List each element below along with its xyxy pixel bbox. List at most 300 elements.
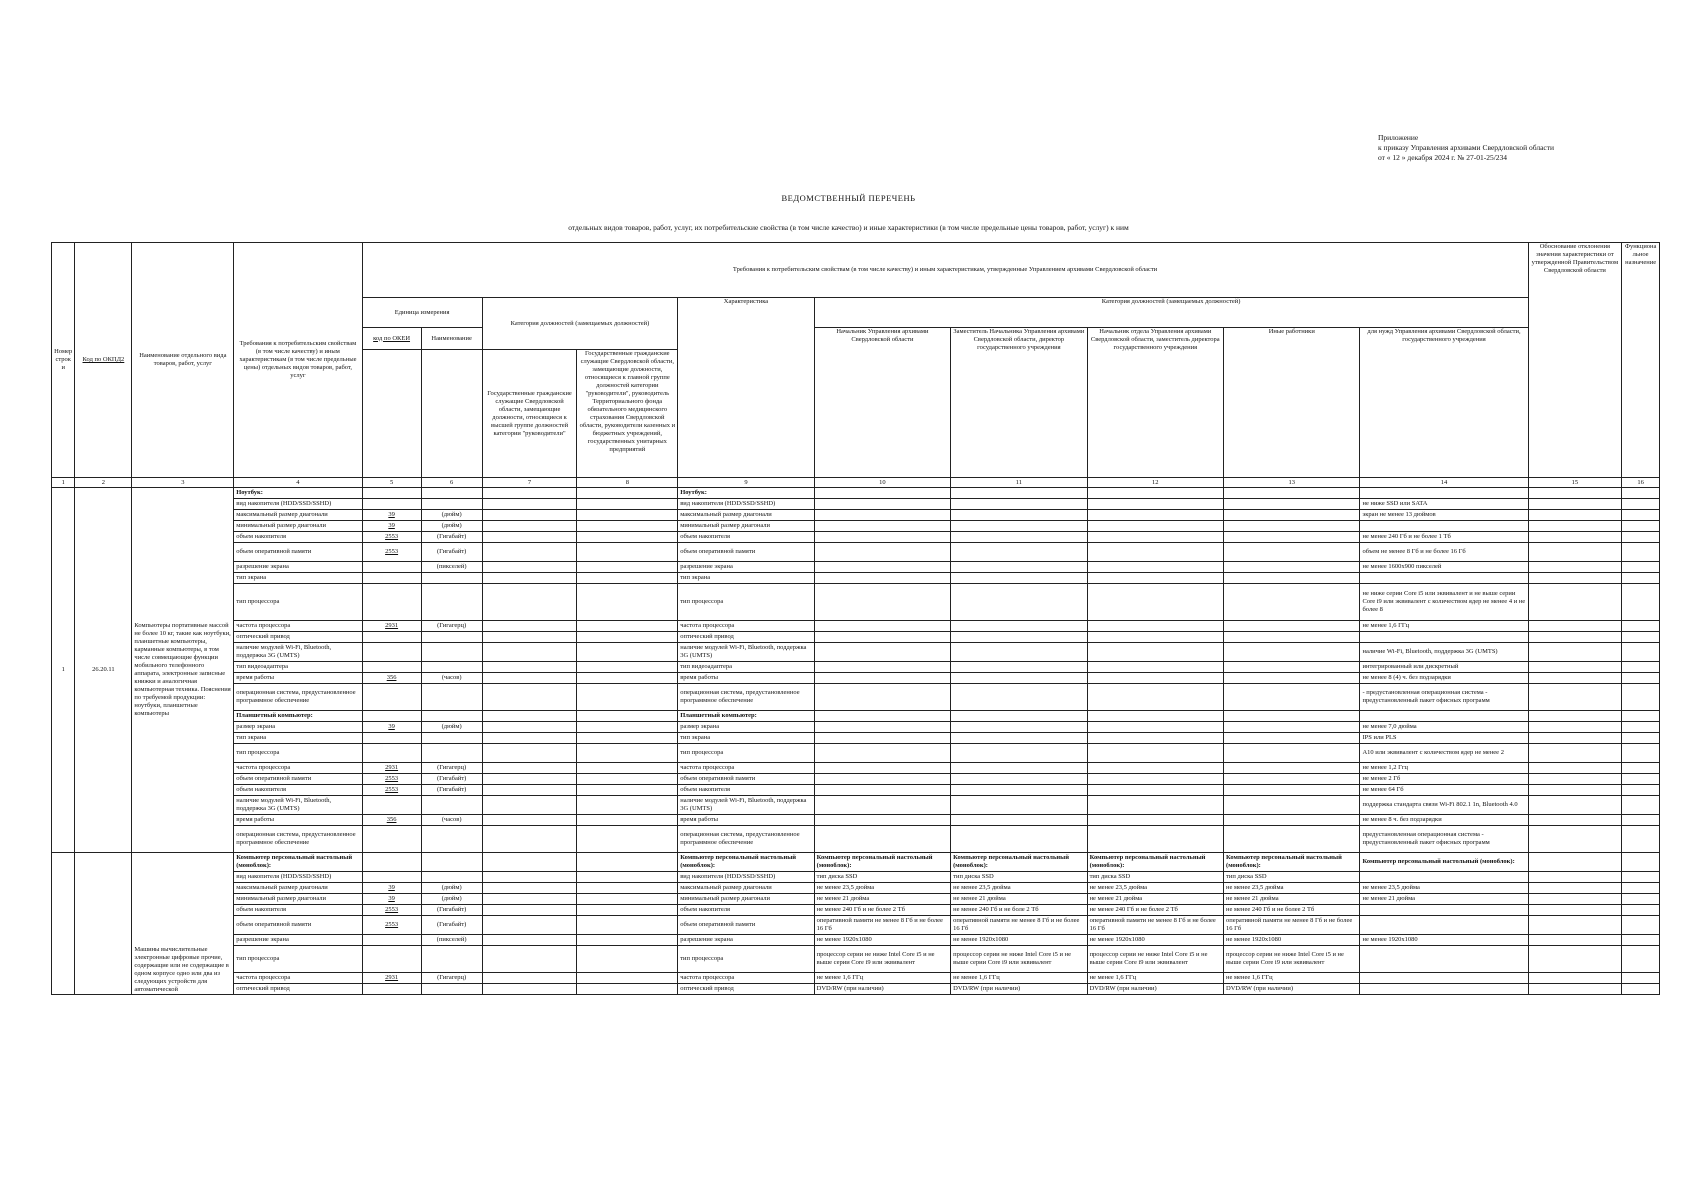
header-needs: для нужд Управления архивами Свердловской области, государственного учреждения <box>1360 328 1528 478</box>
head-cell: не менее 240 Гб и не более 2 Тб <box>814 905 950 916</box>
dept-head-cell <box>1087 532 1223 543</box>
column-number: 7 <box>482 478 577 488</box>
unit-name-cell <box>421 872 482 883</box>
others-cell <box>1224 499 1360 510</box>
head-cell <box>814 711 950 722</box>
header-categories: Категория должностей (замещаемых должностей) <box>482 298 678 350</box>
function-cell <box>1622 946 1660 973</box>
function-cell <box>1622 632 1660 643</box>
okei-code-cell <box>362 632 421 643</box>
head-cell: Компьютер персональный настольный (моноблок): <box>814 853 950 872</box>
okei-code-cell <box>362 872 421 883</box>
needs-cell: не менее 8 (4) ч. без подзарядки <box>1360 673 1528 684</box>
function-cell <box>1622 521 1660 532</box>
deputy-cell: Компьютер персональный настольный (моноблок): <box>951 853 1087 872</box>
characteristic-cell: объем оперативной памяти <box>678 774 814 785</box>
dept-head-cell: оперативной памяти не менее 8 Гб и не более 16 Гб <box>1087 916 1223 935</box>
column-numbers-row <box>52 478 1660 488</box>
deputy-cell <box>951 774 1087 785</box>
header-others: Иные работники <box>1224 328 1360 478</box>
header-okpd2: Код по ОКПД2 <box>75 243 132 478</box>
okei-code-cell: 2553 <box>362 543 421 562</box>
unit-name-cell: (Гигабайт) <box>421 905 482 916</box>
head-cell <box>814 722 950 733</box>
deputy-cell <box>951 632 1087 643</box>
head-cell <box>814 562 950 573</box>
needs-cell: не менее 2 Гб <box>1360 774 1528 785</box>
function-cell <box>1622 711 1660 722</box>
function-cell <box>1622 643 1660 662</box>
characteristic-cell: тип экрана <box>678 733 814 744</box>
head-cell <box>814 662 950 673</box>
requirement-cell: тип процессора <box>234 744 362 763</box>
okei-code-cell <box>362 684 421 711</box>
deputy-cell <box>951 673 1087 684</box>
dept-head-cell <box>1087 621 1223 632</box>
category-b-cell <box>577 883 678 894</box>
header-deputy: Заместитель Начальника Управления архивами Свердловской области, директор государственного учреждения <box>951 328 1087 478</box>
unit-name-cell <box>421 733 482 744</box>
column-number: 6 <box>421 478 482 488</box>
row-number: 1 <box>52 488 75 853</box>
okei-code-cell: 2931 <box>362 763 421 774</box>
table-row <box>52 774 1660 785</box>
column-number: 9 <box>678 478 814 488</box>
others-cell <box>1224 662 1360 673</box>
characteristic-cell: оптический привод <box>678 984 814 995</box>
characteristic-cell: разрешение экрана <box>678 935 814 946</box>
characteristic-cell: оптический привод <box>678 632 814 643</box>
category-b-cell <box>577 584 678 621</box>
category-b-cell <box>577 621 678 632</box>
others-cell: процессор серии не ниже Intel Core i5 и не выше серии Core i9 или эквивалент <box>1224 946 1360 973</box>
unit-name-cell: (Гигабайт) <box>421 774 482 785</box>
unit-name-cell: (Гигабайт) <box>421 532 482 543</box>
deputy-cell: не менее 21 дюйма <box>951 894 1087 905</box>
unit-name-cell: (Гигагерц) <box>421 973 482 984</box>
characteristic-cell: частота процессора <box>678 621 814 632</box>
needs-cell: не менее 1920х1080 <box>1360 935 1528 946</box>
okei-code-cell <box>362 499 421 510</box>
needs-cell <box>1360 984 1528 995</box>
category-a-cell <box>482 684 577 711</box>
others-cell <box>1224 510 1360 521</box>
okei-code-cell: 39 <box>362 510 421 521</box>
deputy-cell: процессор серии не ниже Intel Core i5 и не выше серии Core i9 или эквивалент <box>951 946 1087 973</box>
category-b-cell <box>577 499 678 510</box>
requirement-cell: частота процессора <box>234 973 362 984</box>
justification-cell <box>1528 763 1622 774</box>
requirement-cell: размер экрана <box>234 722 362 733</box>
needs-cell: Компьютер персональный настольный (моноблок): <box>1360 853 1528 872</box>
category-a-cell <box>482 632 577 643</box>
header-categories2: Категория должностей (замещаемых должностей) <box>814 298 1528 328</box>
requirement-cell: Компьютер персональный настольный (моноблок): <box>234 853 362 872</box>
requirements-table <box>51 242 1660 995</box>
others-cell <box>1224 643 1360 662</box>
category-a-cell <box>482 733 577 744</box>
okei-code-cell <box>362 562 421 573</box>
requirement-cell: время работы <box>234 815 362 826</box>
dept-head-cell: не менее 1,6 ГГц <box>1087 973 1223 984</box>
justification-cell <box>1528 662 1622 673</box>
deputy-cell <box>951 573 1087 584</box>
okei-code-cell <box>362 826 421 853</box>
table-row <box>52 562 1660 573</box>
category-a-cell <box>482 872 577 883</box>
document-title: ВЕДОМСТВЕННЫЙ ПЕРЕЧЕНЬ <box>781 193 916 203</box>
head-cell <box>814 826 950 853</box>
unit-name-cell: (Гигабайт) <box>421 543 482 562</box>
category-a-cell <box>482 796 577 815</box>
others-cell <box>1224 543 1360 562</box>
dept-head-cell <box>1087 673 1223 684</box>
dept-head-cell <box>1087 488 1223 499</box>
dept-head-cell <box>1087 785 1223 796</box>
requirement-cell: Ноутбук: <box>234 488 362 499</box>
others-cell <box>1224 744 1360 763</box>
category-b-cell <box>577 673 678 684</box>
characteristic-cell: объем накопителя <box>678 785 814 796</box>
category-a-cell <box>482 935 577 946</box>
column-number: 5 <box>362 478 421 488</box>
justification-cell <box>1528 894 1622 905</box>
justification-cell <box>1528 488 1622 499</box>
header-characteristic: Характеристика <box>678 298 814 478</box>
others-cell <box>1224 562 1360 573</box>
needs-cell <box>1360 711 1528 722</box>
justification-cell <box>1528 815 1622 826</box>
okei-code-cell <box>362 946 421 973</box>
justification-cell <box>1528 632 1622 643</box>
category-a-cell <box>482 774 577 785</box>
okei-code-cell: 39 <box>362 722 421 733</box>
category-a-cell <box>482 488 577 499</box>
requirement-cell: максимальный размер диагонали <box>234 883 362 894</box>
category-a-cell <box>482 532 577 543</box>
requirement-cell: минимальный размер диагонали <box>234 521 362 532</box>
deputy-cell <box>951 510 1087 521</box>
function-cell <box>1622 562 1660 573</box>
header-unit: Единица измерения <box>362 298 482 328</box>
category-b-cell <box>577 733 678 744</box>
deputy-cell: тип диска SSD <box>951 872 1087 883</box>
appendix-note <box>1378 133 1658 163</box>
head-cell <box>814 621 950 632</box>
function-cell <box>1622 883 1660 894</box>
category-a-cell <box>482 946 577 973</box>
header-head: Начальник Управления архивами Свердловской области <box>814 328 950 478</box>
category-b-cell <box>577 763 678 774</box>
needs-cell: не менее 1600х900 пикселей <box>1360 562 1528 573</box>
function-cell <box>1622 488 1660 499</box>
deputy-cell <box>951 785 1087 796</box>
column-number: 10 <box>814 478 950 488</box>
head-cell <box>814 744 950 763</box>
table-row <box>52 984 1660 995</box>
unit-name-cell <box>421 946 482 973</box>
others-cell: не менее 23,5 дюйма <box>1224 883 1360 894</box>
head-cell: оперативной памяти не менее 8 Гб и не более 16 Гб <box>814 916 950 935</box>
unit-name-cell <box>421 711 482 722</box>
column-number: 16 <box>1622 478 1660 488</box>
requirement-cell: объем оперативной памяти <box>234 916 362 935</box>
category-a-cell <box>482 662 577 673</box>
characteristic-cell: разрешение экрана <box>678 562 814 573</box>
needs-cell <box>1360 632 1528 643</box>
characteristic-cell: Компьютер персональный настольный (моноблок): <box>678 853 814 872</box>
requirement-cell: тип процессора <box>234 946 362 973</box>
header-row-no: Номер строки <box>52 243 75 478</box>
requirement-cell: вид накопителя (HDD/SSD/SSHD) <box>234 872 362 883</box>
unit-name-cell <box>421 853 482 872</box>
category-b-cell <box>577 532 678 543</box>
justification-cell <box>1528 499 1622 510</box>
column-number: 1 <box>52 478 75 488</box>
category-a-cell <box>482 916 577 935</box>
table-row <box>52 883 1660 894</box>
justification-cell <box>1528 733 1622 744</box>
category-a-cell <box>482 521 577 532</box>
function-cell <box>1622 796 1660 815</box>
category-b-cell <box>577 916 678 935</box>
characteristic-cell: вид накопителя (HDD/SSD/SSHD) <box>678 872 814 883</box>
function-cell <box>1622 510 1660 521</box>
category-a-cell <box>482 785 577 796</box>
justification-cell <box>1528 532 1622 543</box>
column-number: 8 <box>577 478 678 488</box>
dept-head-cell <box>1087 684 1223 711</box>
category-a-cell <box>482 499 577 510</box>
function-cell <box>1622 684 1660 711</box>
function-cell <box>1622 905 1660 916</box>
table-row <box>52 826 1660 853</box>
deputy-cell <box>951 662 1087 673</box>
justification-cell <box>1528 984 1622 995</box>
head-cell <box>814 521 950 532</box>
others-cell <box>1224 684 1360 711</box>
table-row <box>52 935 1660 946</box>
head-cell <box>814 796 950 815</box>
requirement-cell: оптический привод <box>234 632 362 643</box>
category-a-cell <box>482 584 577 621</box>
deputy-cell <box>951 733 1087 744</box>
category-a-cell <box>482 826 577 853</box>
category-b-cell <box>577 872 678 883</box>
requirement-cell: объем накопителя <box>234 905 362 916</box>
function-cell <box>1622 785 1660 796</box>
justification-cell <box>1528 826 1622 853</box>
head-cell <box>814 543 950 562</box>
dept-head-cell: не менее 23,5 дюйма <box>1087 883 1223 894</box>
dept-head-cell: процессор серии не ниже Intel Core i5 и не выше серии Core i9 или эквивалент <box>1087 946 1223 973</box>
justification-cell <box>1528 643 1622 662</box>
justification-cell <box>1528 722 1622 733</box>
function-cell <box>1622 543 1660 562</box>
justification-cell <box>1528 510 1622 521</box>
category-b-cell <box>577 521 678 532</box>
head-cell <box>814 774 950 785</box>
okei-code-cell: 356 <box>362 815 421 826</box>
category-a-cell <box>482 853 577 872</box>
okpd2-code: 26.20.11 <box>75 488 132 853</box>
head-cell: не менее 1920х1080 <box>814 935 950 946</box>
category-a-cell <box>482 643 577 662</box>
dept-head-cell: не менее 240 Гб и не более 2 Тб <box>1087 905 1223 916</box>
characteristic-cell: минимальный размер диагонали <box>678 521 814 532</box>
unit-name-cell: (дюйм) <box>421 722 482 733</box>
needs-cell: не менее 1,2 Ггц <box>1360 763 1528 774</box>
table-row <box>52 796 1660 815</box>
category-a-cell <box>482 562 577 573</box>
unit-name-cell: (пикселей) <box>421 935 482 946</box>
needs-cell: не менее 64 Гб <box>1360 785 1528 796</box>
category-b-cell <box>577 684 678 711</box>
justification-cell <box>1528 883 1622 894</box>
dept-head-cell <box>1087 499 1223 510</box>
characteristic-cell: размер экрана <box>678 722 814 733</box>
head-cell: тип диска SSD <box>814 872 950 883</box>
table-row <box>52 916 1660 935</box>
justification-cell <box>1528 711 1622 722</box>
category-a-cell <box>482 744 577 763</box>
okei-code-cell: 39 <box>362 894 421 905</box>
justification-cell <box>1528 744 1622 763</box>
category-b-cell <box>577 632 678 643</box>
justification-cell <box>1528 673 1622 684</box>
deputy-cell <box>951 815 1087 826</box>
header-cat-a: Государственные гражданские служащие Свердловской области, замещающие должности, относящиеся к высшей группе должностей категории "руководители" <box>482 350 577 478</box>
characteristic-cell: частота процессора <box>678 763 814 774</box>
others-cell: тип диска SSD <box>1224 872 1360 883</box>
table-row <box>52 499 1660 510</box>
table-row <box>52 763 1660 774</box>
table-row <box>52 905 1660 916</box>
unit-name-cell: (дюйм) <box>421 510 482 521</box>
okei-code-cell: 2553 <box>362 532 421 543</box>
unit-name-cell: (Гигабайт) <box>421 785 482 796</box>
needs-cell: экран не менее 13 дюймов <box>1360 510 1528 521</box>
column-number: 2 <box>75 478 132 488</box>
deputy-cell <box>951 499 1087 510</box>
justification-cell <box>1528 946 1622 973</box>
deputy-cell <box>951 584 1087 621</box>
appendix-line-1: Приложение <box>1378 133 1419 142</box>
table-row <box>52 722 1660 733</box>
requirement-cell: тип экрана <box>234 573 362 584</box>
category-b-cell <box>577 826 678 853</box>
category-b-cell <box>577 973 678 984</box>
needs-cell <box>1360 573 1528 584</box>
characteristic-cell: объем оперативной памяти <box>678 543 814 562</box>
head-cell <box>814 815 950 826</box>
others-cell <box>1224 733 1360 744</box>
deputy-cell <box>951 543 1087 562</box>
head-cell <box>814 532 950 543</box>
category-a-cell <box>482 510 577 521</box>
dept-head-cell: DVD/RW (при наличии) <box>1087 984 1223 995</box>
category-b-cell <box>577 894 678 905</box>
unit-name-cell: (пикселей) <box>421 562 482 573</box>
head-cell: DVD/RW (при наличии) <box>814 984 950 995</box>
justification-cell <box>1528 796 1622 815</box>
others-cell <box>1224 826 1360 853</box>
head-cell: процессор серии не ниже Intel Core i5 и не выше серии Core i9 или эквивалент <box>814 946 950 973</box>
dept-head-cell: не менее 21 дюйма <box>1087 894 1223 905</box>
characteristic-cell: тип процессора <box>678 946 814 973</box>
function-cell <box>1622 673 1660 684</box>
characteristic-cell: объем оперативной памяти <box>678 916 814 935</box>
column-number: 12 <box>1087 478 1223 488</box>
others-cell <box>1224 632 1360 643</box>
function-cell <box>1622 815 1660 826</box>
okei-code-cell: 2553 <box>362 774 421 785</box>
characteristic-cell: объем накопителя <box>678 905 814 916</box>
unit-name-cell <box>421 488 482 499</box>
requirement-cell: наличие модулей Wi-Fi, Bluetooth, поддержка 3G (UMTS) <box>234 796 362 815</box>
okei-code-cell <box>362 711 421 722</box>
deputy-cell: не менее 1920х1080 <box>951 935 1087 946</box>
head-cell <box>814 673 950 684</box>
category-b-cell <box>577 815 678 826</box>
category-b-cell <box>577 562 678 573</box>
unit-name-cell: (дюйм) <box>421 894 482 905</box>
unit-name-cell: (Гигагерц) <box>421 621 482 632</box>
table-row <box>52 584 1660 621</box>
table-row <box>52 733 1660 744</box>
table-row <box>52 894 1660 905</box>
requirement-cell: разрешение экрана <box>234 562 362 573</box>
deputy-cell: DVD/RW (при наличии) <box>951 984 1087 995</box>
okei-code-cell: 39 <box>362 521 421 532</box>
needs-cell <box>1360 916 1528 935</box>
table-row <box>52 973 1660 984</box>
category-a-cell <box>482 673 577 684</box>
justification-cell <box>1528 573 1622 584</box>
characteristic-cell: наличие модулей Wi-Fi, Bluetooth, поддержка 3G (UMTS) <box>678 643 814 662</box>
function-cell <box>1622 973 1660 984</box>
okei-code-cell: 39 <box>362 883 421 894</box>
justification-cell <box>1528 905 1622 916</box>
others-cell <box>1224 815 1360 826</box>
column-number: 13 <box>1224 478 1360 488</box>
dept-head-cell: Компьютер персональный настольный (моноблок): <box>1087 853 1223 872</box>
category-b-cell <box>577 744 678 763</box>
okei-code-cell: 356 <box>362 673 421 684</box>
table-row <box>52 744 1660 763</box>
table-row <box>52 488 1660 499</box>
category-a-cell <box>482 984 577 995</box>
head-cell <box>814 684 950 711</box>
category-b-cell <box>577 984 678 995</box>
table-row <box>52 643 1660 662</box>
product-name: Машины вычислительные электронные цифровые прочие, содержащие или не содержащие в одном корпусе одно или два из следующих устройств для автоматической <box>132 853 234 995</box>
needs-cell: наличие Wi-Fi, Bluetooth, поддержка 3G (UMTS) <box>1360 643 1528 662</box>
table-row <box>52 946 1660 973</box>
dept-head-cell <box>1087 744 1223 763</box>
category-b-cell <box>577 543 678 562</box>
justification-cell <box>1528 853 1622 872</box>
table-row <box>52 662 1660 673</box>
justification-cell <box>1528 872 1622 883</box>
others-cell <box>1224 532 1360 543</box>
dept-head-cell <box>1087 643 1223 662</box>
header-justification: Обоснование отклонения значения характеристики от утвержденной Правительством Свердловской области <box>1528 243 1622 478</box>
unit-name-cell <box>421 826 482 853</box>
category-b-cell <box>577 785 678 796</box>
needs-cell <box>1360 872 1528 883</box>
category-a-cell <box>482 763 577 774</box>
